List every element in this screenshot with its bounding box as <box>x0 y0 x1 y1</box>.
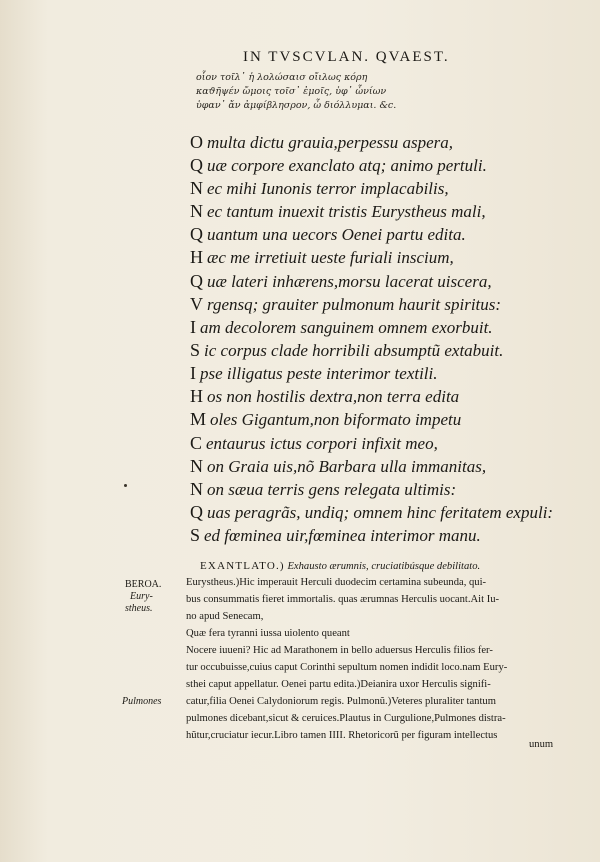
verse-line: N on Graia uis,nõ Barbara ulla immanitas, <box>190 456 487 476</box>
commentary-line: EXANTLATO.) Exhausto ærumnis, cruciatibúsque debilitato. <box>200 560 481 572</box>
commentary-line: no apud Senecam, <box>186 611 264 622</box>
greek-line-3: ὑφαν᾽ ἄν ἀμφίβλησρον, ὦ διόλλυμαι. &c. <box>196 100 397 111</box>
verse-line: O multa dictu grauia,perpessu aspera, <box>190 132 454 152</box>
verse-line: S ic corpus clade horribili absumptũ extabuit. <box>190 340 504 360</box>
commentary-line: catur,filia Oenei Calydoniorum regis. Pulmonũ.)Veteres pluraliter tantum <box>186 696 496 707</box>
verse-line: I am decolorem sanguinem omnem exorbuit. <box>190 317 493 337</box>
verse-line: H æc me irretiuit ueste furiali inscium, <box>190 247 454 267</box>
greek-line-1: οἷον τοῖλ᾽ ἡ λολώσαισ οἴιλως κόρη <box>196 72 368 83</box>
commentary-line: Quæ fera tyranni iussa uiolento queant <box>186 628 350 639</box>
commentary-line: hũtur,cruciatur iecur.Libro tamen IIII. Rhetoricorũ per figuram intellectus <box>186 730 498 741</box>
side-note-eury: Eury- <box>130 591 153 602</box>
side-note-stheus: stheus. <box>125 603 153 614</box>
commentary-line: Eurystheus.)Hic imperauit Herculi duodecim certamina subeunda, qui- <box>186 577 487 588</box>
greek-line-2: καϑῆψέν ὤμοις τοῖσ᾽ ἐμοῖς, ὑφ᾽ ὧνίων <box>196 86 387 97</box>
running-head: IN TVSCVLAN. QVAEST. <box>243 49 450 65</box>
verse-line: V rgensq; grauiter pulmonum haurit spiritus: <box>190 294 502 314</box>
verse-line: H os non hostilis dextra,non terra edita <box>190 386 460 406</box>
verse-line: N on sæua terris gens relegata ultimis: <box>190 479 457 499</box>
verse-line: S ed fœminea uir,fœminea interimor manu. <box>190 525 481 545</box>
verse-line: Q uantum una uecors Oenei partu edita. <box>190 224 466 244</box>
verse-line: I pse illigatus peste interimor textili. <box>190 363 438 383</box>
verse-line: Q uæ lateri inhærens,morsu lacerat uiscera, <box>190 271 492 291</box>
margin-mark <box>124 484 127 487</box>
commentary-line: tur occubuisse,cuius caput Corinthi sepultum nomen indidit loco.nam Eury- <box>186 662 508 673</box>
verse-line: N ec mihi Iunonis terror implacabilis, <box>190 178 449 198</box>
verse-line: M oles Gigantum,non biformato impetu <box>190 409 462 429</box>
verse-line: Q uas peragrãs, undiq; omnem hinc feritatem expuli: <box>190 502 554 522</box>
commentary-line: pulmones dicebant,sicut & ceruices.Plautus in Curgulione,Pulmones distra- <box>186 713 506 724</box>
verse-line: N ec tantum inuexit tristis Eurystheus mali, <box>190 201 486 221</box>
verse-line: Q uæ corpore exanclato atq; animo pertuli. <box>190 155 487 175</box>
verse-line: C entaurus ictus corpori infixit meo, <box>190 433 438 453</box>
side-note-beroa: BEROA. <box>125 579 162 590</box>
catchword: unum <box>529 739 554 750</box>
commentary-line: Nocere iuueni? Hic ad Marathonem in bello aduersus Herculis filios fer- <box>186 645 493 656</box>
commentary-line: sthei caput appellatur. Oenei partu edita.)Deianira uxor Herculis signifi- <box>186 679 491 690</box>
side-note-pulmones: Pulmones <box>122 696 162 707</box>
commentary-line: bus consummatis fieret immortalis. quas ærumnas Herculis uocant.Ait Iu- <box>186 594 500 605</box>
